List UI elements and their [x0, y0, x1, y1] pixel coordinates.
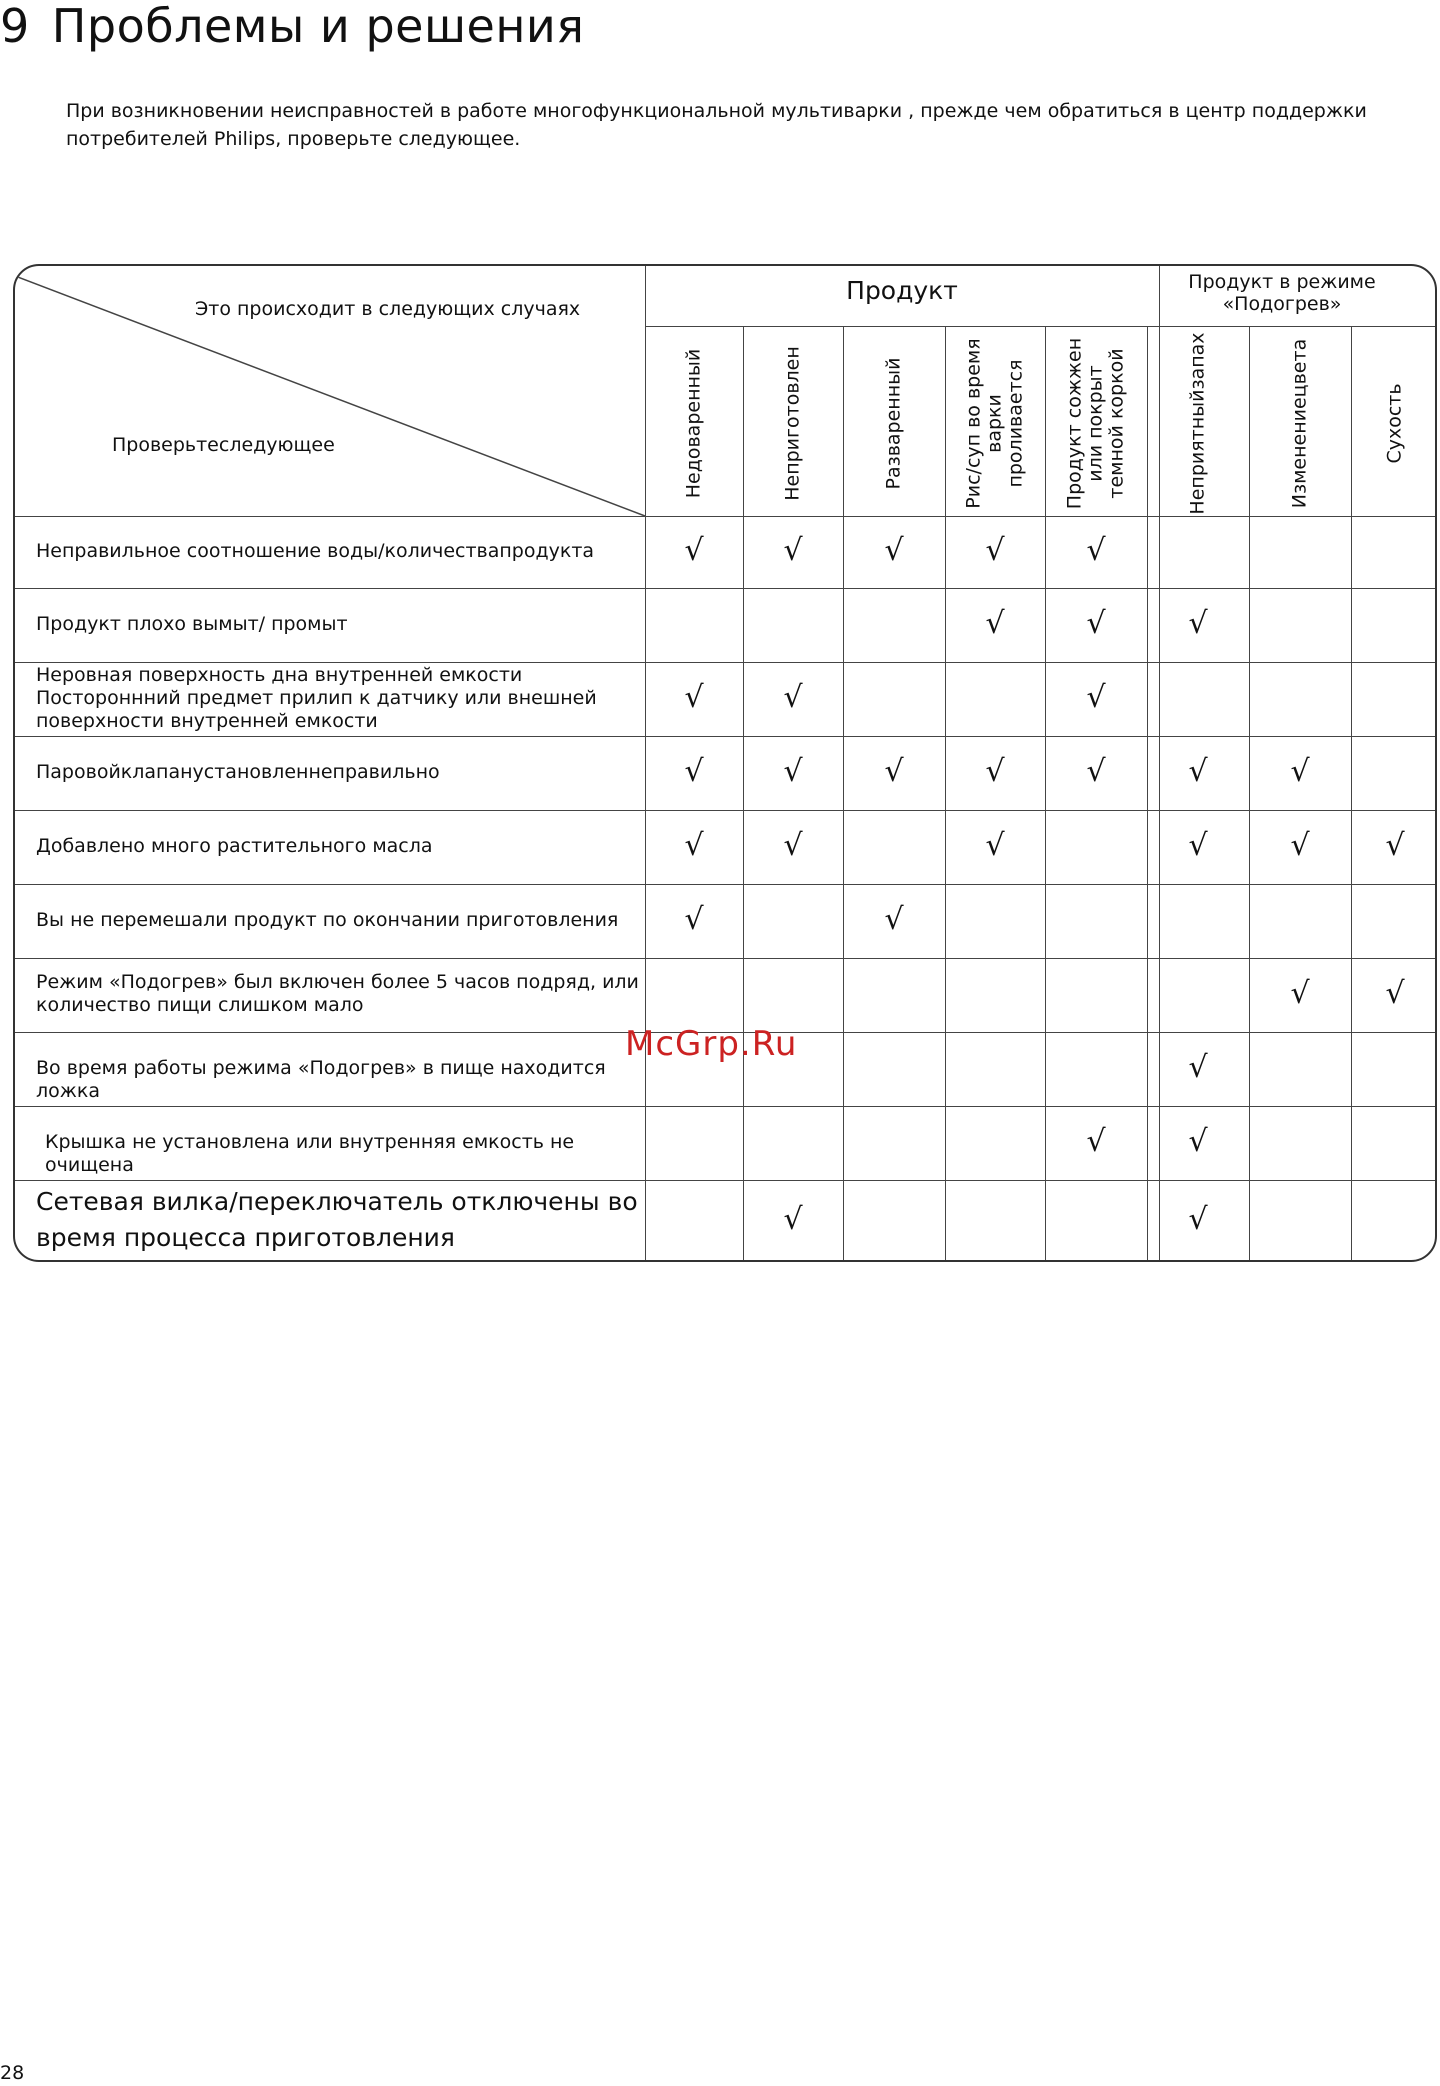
check-mark: √	[1188, 1124, 1208, 1159]
column-header	[1290, 330, 1311, 516]
column-header-line: Сухость	[1383, 382, 1406, 464]
col-divider	[1351, 326, 1352, 1262]
col-divider	[743, 326, 744, 1262]
check-mark: √	[684, 828, 704, 863]
group-product-title: Продукт	[846, 276, 958, 305]
column-header-line: темной коркой	[1105, 347, 1128, 499]
row-divider	[15, 1106, 1437, 1107]
column-header-line: Рис/суп во время	[962, 337, 985, 509]
check-mark: √	[985, 754, 1005, 789]
row-divider	[15, 1180, 1437, 1181]
row-label: Продукт плохо вымыт/ промыт	[36, 612, 348, 635]
check-mark: √	[1188, 1202, 1208, 1237]
column-header	[964, 330, 1027, 516]
check-mark: √	[1385, 828, 1405, 863]
check-mark: √	[1188, 1050, 1208, 1085]
row-label: Режим «Подогрев» был включен более 5 часов подряд, или количество пищи слишком мало	[36, 971, 639, 1016]
column-header-line: Продукт сожжен	[1063, 337, 1086, 509]
column-header-line: варки	[983, 393, 1006, 453]
column-header-line: Неприготовлен	[781, 345, 804, 501]
check-mark: √	[1290, 828, 1310, 863]
section-title: Проблемы и решения	[51, 0, 585, 53]
column-header	[684, 330, 705, 516]
check-mark: √	[1385, 976, 1405, 1011]
row-divider	[15, 516, 1437, 517]
check-mark: √	[985, 606, 1005, 641]
column-header-line: Разваренный	[882, 357, 905, 489]
column-header-line: проливается	[1004, 358, 1027, 488]
check-mark: √	[1086, 680, 1106, 715]
troubleshooting-table	[13, 264, 1437, 1262]
group-warm-line1: Продукт в режиме	[1188, 271, 1376, 293]
check-mark: √	[783, 1202, 803, 1237]
col-divider	[1147, 326, 1148, 1262]
check-mark: √	[1086, 606, 1106, 641]
check-mark: √	[985, 828, 1005, 863]
check-mark: √	[1086, 533, 1106, 568]
row-label: Добавлено много растительного масла	[36, 834, 433, 857]
col-divider	[843, 326, 844, 1262]
row-divider	[15, 884, 1437, 885]
row-divider	[15, 810, 1437, 811]
col-divider	[1249, 326, 1250, 1262]
column-header	[1385, 330, 1406, 516]
row-label: Во время работы режима «Подогрев» в пище находится ложка	[36, 1056, 606, 1102]
check-mark: √	[985, 533, 1005, 568]
check-mark: √	[1290, 754, 1310, 789]
column-header	[1065, 330, 1128, 516]
corner-bottom-label: Проверьтеследующее	[112, 434, 335, 456]
group-warm-line2: «Подогрев»	[1222, 293, 1342, 315]
check-mark: √	[783, 754, 803, 789]
column-header	[1188, 330, 1209, 516]
check-mark: √	[783, 828, 803, 863]
column-header	[783, 330, 804, 516]
page-title	[0, 0, 584, 52]
check-mark: √	[783, 680, 803, 715]
column-header	[884, 330, 905, 516]
page-number: 28	[0, 2062, 25, 2084]
check-mark: √	[1188, 606, 1208, 641]
check-mark: √	[1188, 754, 1208, 789]
column-header-line: Неприятныйзапах	[1186, 331, 1209, 515]
row-label: Неправильное соотношение воды/количествапродукта	[36, 539, 595, 562]
corner-top-label: Это происходит в следующих случаях	[195, 298, 581, 320]
row-label: Вы не перемешали продукт по окончании приготовления	[36, 908, 619, 931]
group-divider	[645, 326, 1437, 327]
check-mark: √	[684, 902, 704, 937]
column-header-line: Изменениецвета	[1288, 338, 1311, 508]
check-mark: √	[884, 533, 904, 568]
row-label: Паровойклапанустановленнеправильно	[36, 760, 440, 783]
col-divider	[1159, 266, 1160, 1262]
intro-paragraph: При возникновении неисправностей в работе многофункциональной мультиварки , прежде чем обратиться в центр поддержки потребителей Philips, проверьте следующее.	[66, 100, 1367, 150]
check-mark: √	[1290, 976, 1310, 1011]
row-divider	[15, 958, 1437, 959]
check-mark: √	[1086, 754, 1106, 789]
watermark: McGrp.Ru	[625, 1024, 798, 1064]
row-divider	[15, 736, 1437, 737]
check-mark: √	[884, 754, 904, 789]
check-mark: √	[684, 680, 704, 715]
row-label: Крышка не установлена или внутренняя емкость не очищена	[45, 1130, 575, 1176]
check-mark: √	[1188, 828, 1208, 863]
check-mark: √	[684, 533, 704, 568]
section-number: 9	[0, 0, 30, 53]
col-divider	[945, 326, 946, 1262]
check-mark: √	[684, 754, 704, 789]
group-warm-title	[1159, 271, 1405, 315]
check-mark: √	[1086, 1124, 1106, 1159]
col-divider	[1045, 326, 1046, 1262]
row-label: Неровная поверхность дна внутренней емкости Постороннний предмет прилип к датчику или внешней поверхности внутренней емкости	[36, 663, 597, 732]
column-header-line: Недоваренный	[682, 348, 705, 498]
check-mark: √	[783, 533, 803, 568]
row-divider	[15, 588, 1437, 589]
check-mark: √	[884, 902, 904, 937]
column-header-line: или покрыт	[1084, 364, 1107, 482]
row-label: Сетевая вилка/переключатель отключены во время процесса приготовления	[36, 1187, 638, 1252]
